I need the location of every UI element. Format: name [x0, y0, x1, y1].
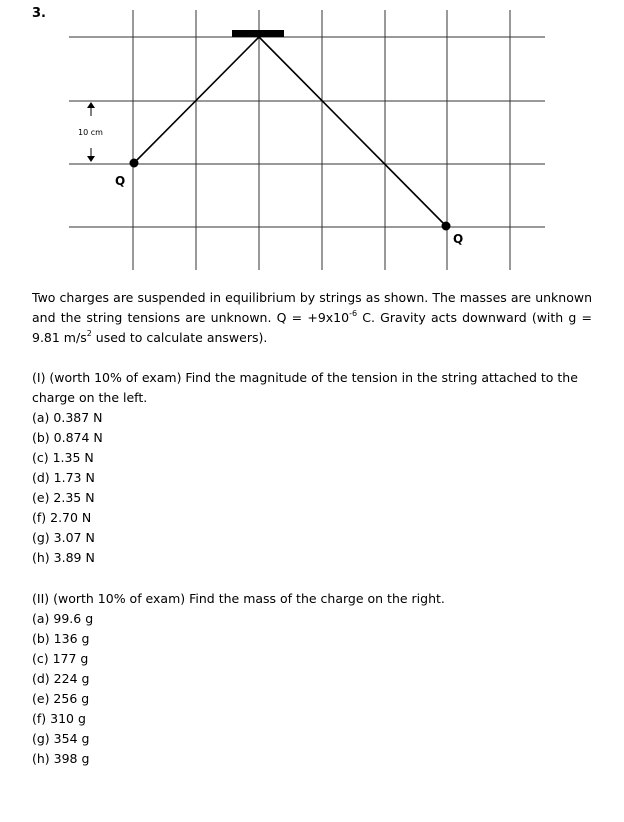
part2-option[interactable]: (d) 224 g [32, 671, 90, 686]
grid [69, 10, 545, 270]
part1-option[interactable]: (h) 3.89 N [32, 550, 95, 565]
right-string [259, 37, 446, 226]
intro-text-a: Two charges are suspended in equilibrium by strings as shown. The masses are unknown and the string tensions are unknown. Q = +9x10 [32, 290, 592, 325]
intro-text-b: C. Gravity acts downward (with g = 9.81 m/s [32, 310, 593, 345]
part1-option[interactable]: (f) 2.70 N [32, 510, 92, 525]
part1-option[interactable]: (c) 1.35 N [32, 450, 94, 465]
right-charge-label: Q [453, 232, 464, 246]
part1-prompt: (I) (worth 10% of exam) Find the magnitude of the tension in the string attached to the charge on the left. [32, 370, 578, 405]
left-charge-label: Q [115, 174, 126, 188]
part1-option[interactable]: (b) 0.874 N [32, 430, 103, 445]
right-charge [442, 222, 451, 231]
part2-option[interactable]: (b) 136 g [32, 631, 90, 646]
part2-option[interactable]: (h) 398 g [32, 751, 90, 766]
part1-option[interactable]: (e) 2.35 N [32, 490, 95, 505]
problem-intro [32, 288, 592, 348]
part2-option[interactable]: (c) 177 g [32, 651, 89, 666]
intro-text-c: used to calculate answers). [91, 330, 268, 345]
left-charge [130, 159, 139, 168]
part2-option[interactable]: (a) 99.6 g [32, 611, 94, 626]
part2 [32, 589, 592, 769]
part1-option[interactable]: (d) 1.73 N [32, 470, 95, 485]
part2-option[interactable]: (g) 354 g [32, 731, 90, 746]
part1-option[interactable]: (a) 0.387 N [32, 410, 103, 425]
scale-label: 10 cm [78, 128, 103, 137]
part1 [32, 368, 592, 568]
diagram [0, 0, 624, 280]
part2-option[interactable]: (f) 310 g [32, 711, 86, 726]
charge-exponent: -6 [349, 308, 358, 318]
ceiling-support [232, 30, 284, 37]
part2-option[interactable]: (e) 256 g [32, 691, 90, 706]
question-number: 3. [32, 6, 46, 21]
part1-option[interactable]: (g) 3.07 N [32, 530, 95, 545]
part2-prompt: (II) (worth 10% of exam) Find the mass of the charge on the right. [32, 591, 445, 606]
gravity-exponent: 2 [86, 328, 92, 338]
